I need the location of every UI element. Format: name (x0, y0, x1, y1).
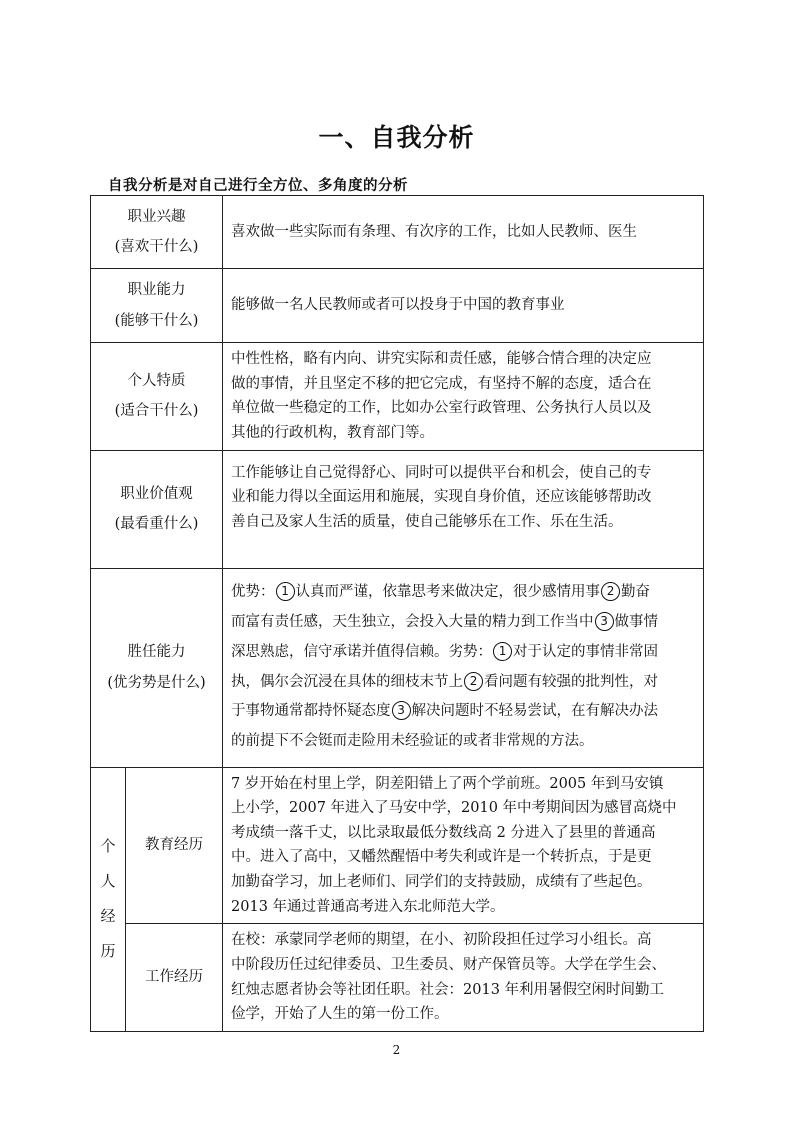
row-career-values (91, 450, 704, 568)
row-education (91, 767, 704, 924)
work-content: 在校：承蒙同学老师的期望，在小、初阶段担任过学习小组长。高 中阶段历任过纪律委员、卫生委员、财产保管员等。大学在学生会、 红烛志愿者协会等社团任职。社会：2013 年利用暑假空闲时间勤工 俭学，开始了人生的第一份工作。 (223, 924, 704, 1032)
personal-experience-label: 个 人 经 历 (91, 767, 126, 1031)
row-work (91, 924, 704, 1032)
section-subtitle: 自我分析是对自己进行全方位、多角度的分析 (108, 177, 408, 194)
ability-content: 能够做一名人民教师或者可以投身于中国的教育事业 (223, 269, 704, 343)
circled-number-1: 1 (276, 582, 295, 601)
circled-number-2: 2 (601, 582, 620, 601)
competence-label: 胜任能力 (优劣势是什么) (91, 568, 223, 767)
row-career-ability (91, 269, 704, 343)
interest-label: 职业兴趣 (喜欢干什么) (91, 196, 223, 269)
values-content: 工作能够让自己觉得舒心、同时可以提供平台和机会，使自己的专 业和能力得以全面运用和施展，实现自身价值，还应该能够帮助改 善自己及家人生活的质量，使自己能够乐在工作、乐在生活。 (223, 450, 704, 568)
circled-number-3: 3 (595, 612, 614, 631)
ability-label: 职业能力 (能够干什么) (91, 269, 223, 343)
work-label: 工作经历 (126, 924, 223, 1032)
circled-number-3: 3 (392, 701, 411, 720)
page-title: 一、自我分析 (318, 123, 475, 152)
education-label: 教育经历 (126, 767, 223, 924)
traits-content: 中性性格，略有内向、讲究实际和责任感，能够合情合理的决定应 做的事情，并且坚定不移的把它完成，有坚持不解的态度，适合在 单位做一些稳定的工作，比如办公室行政管理、公务执行人员以及 其他的行政机构，教育部门等。 (223, 343, 704, 451)
circled-number-1: 1 (493, 642, 512, 661)
page-number: 2 (392, 1043, 401, 1057)
education-content: 7 岁开始在村里上学，阴差阳错上了两个学前班。2005 年到马安镇 上小学，2007 年进入了马安中学，2010 年中考期间因为感冒高烧中 考成绩一落千丈，以比录取最低分数线高 2 分进入了县里的普通高 中。进入了高中，又幡然醒悟中考失利或许是一个转折点，于是更 加勤奋学习，加上老师们、同学们的支持鼓励，成绩有了些起色。 2013 年通过普通高考进入东北师范大学。 (223, 767, 704, 924)
circled-number-2: 2 (464, 672, 483, 691)
self-analysis-table (90, 195, 704, 1032)
traits-label: 个人特质 (适合干什么) (91, 343, 223, 451)
row-competence (91, 568, 704, 767)
competence-content: 优势： 1 认真而严谨，依靠思考来做决定，很少感情用事 2 勤奋 而富有责任感，天生独立，会投入大量的精力到工作当中 3 做事情 深思熟虑，信守承诺并值得信赖。劣势： 1 对于认定的事情非常固 执，偶尔会沉浸在具体的细枝末节上 2 看问题有较强的批判性，对 于事物通常都持怀疑态度 3 解决问题时不轻易尝试，在有解决办法 的前提下不会铤而走险用未经验证的或者非常规的方法。 (223, 568, 704, 767)
values-label: 职业价值观 (最看重什么) (91, 450, 223, 568)
interest-content: 喜欢做一些实际而有条理、有次序的工作，比如人民教师、医生 (223, 196, 704, 269)
row-career-interest (91, 196, 704, 269)
row-personal-traits (91, 343, 704, 451)
